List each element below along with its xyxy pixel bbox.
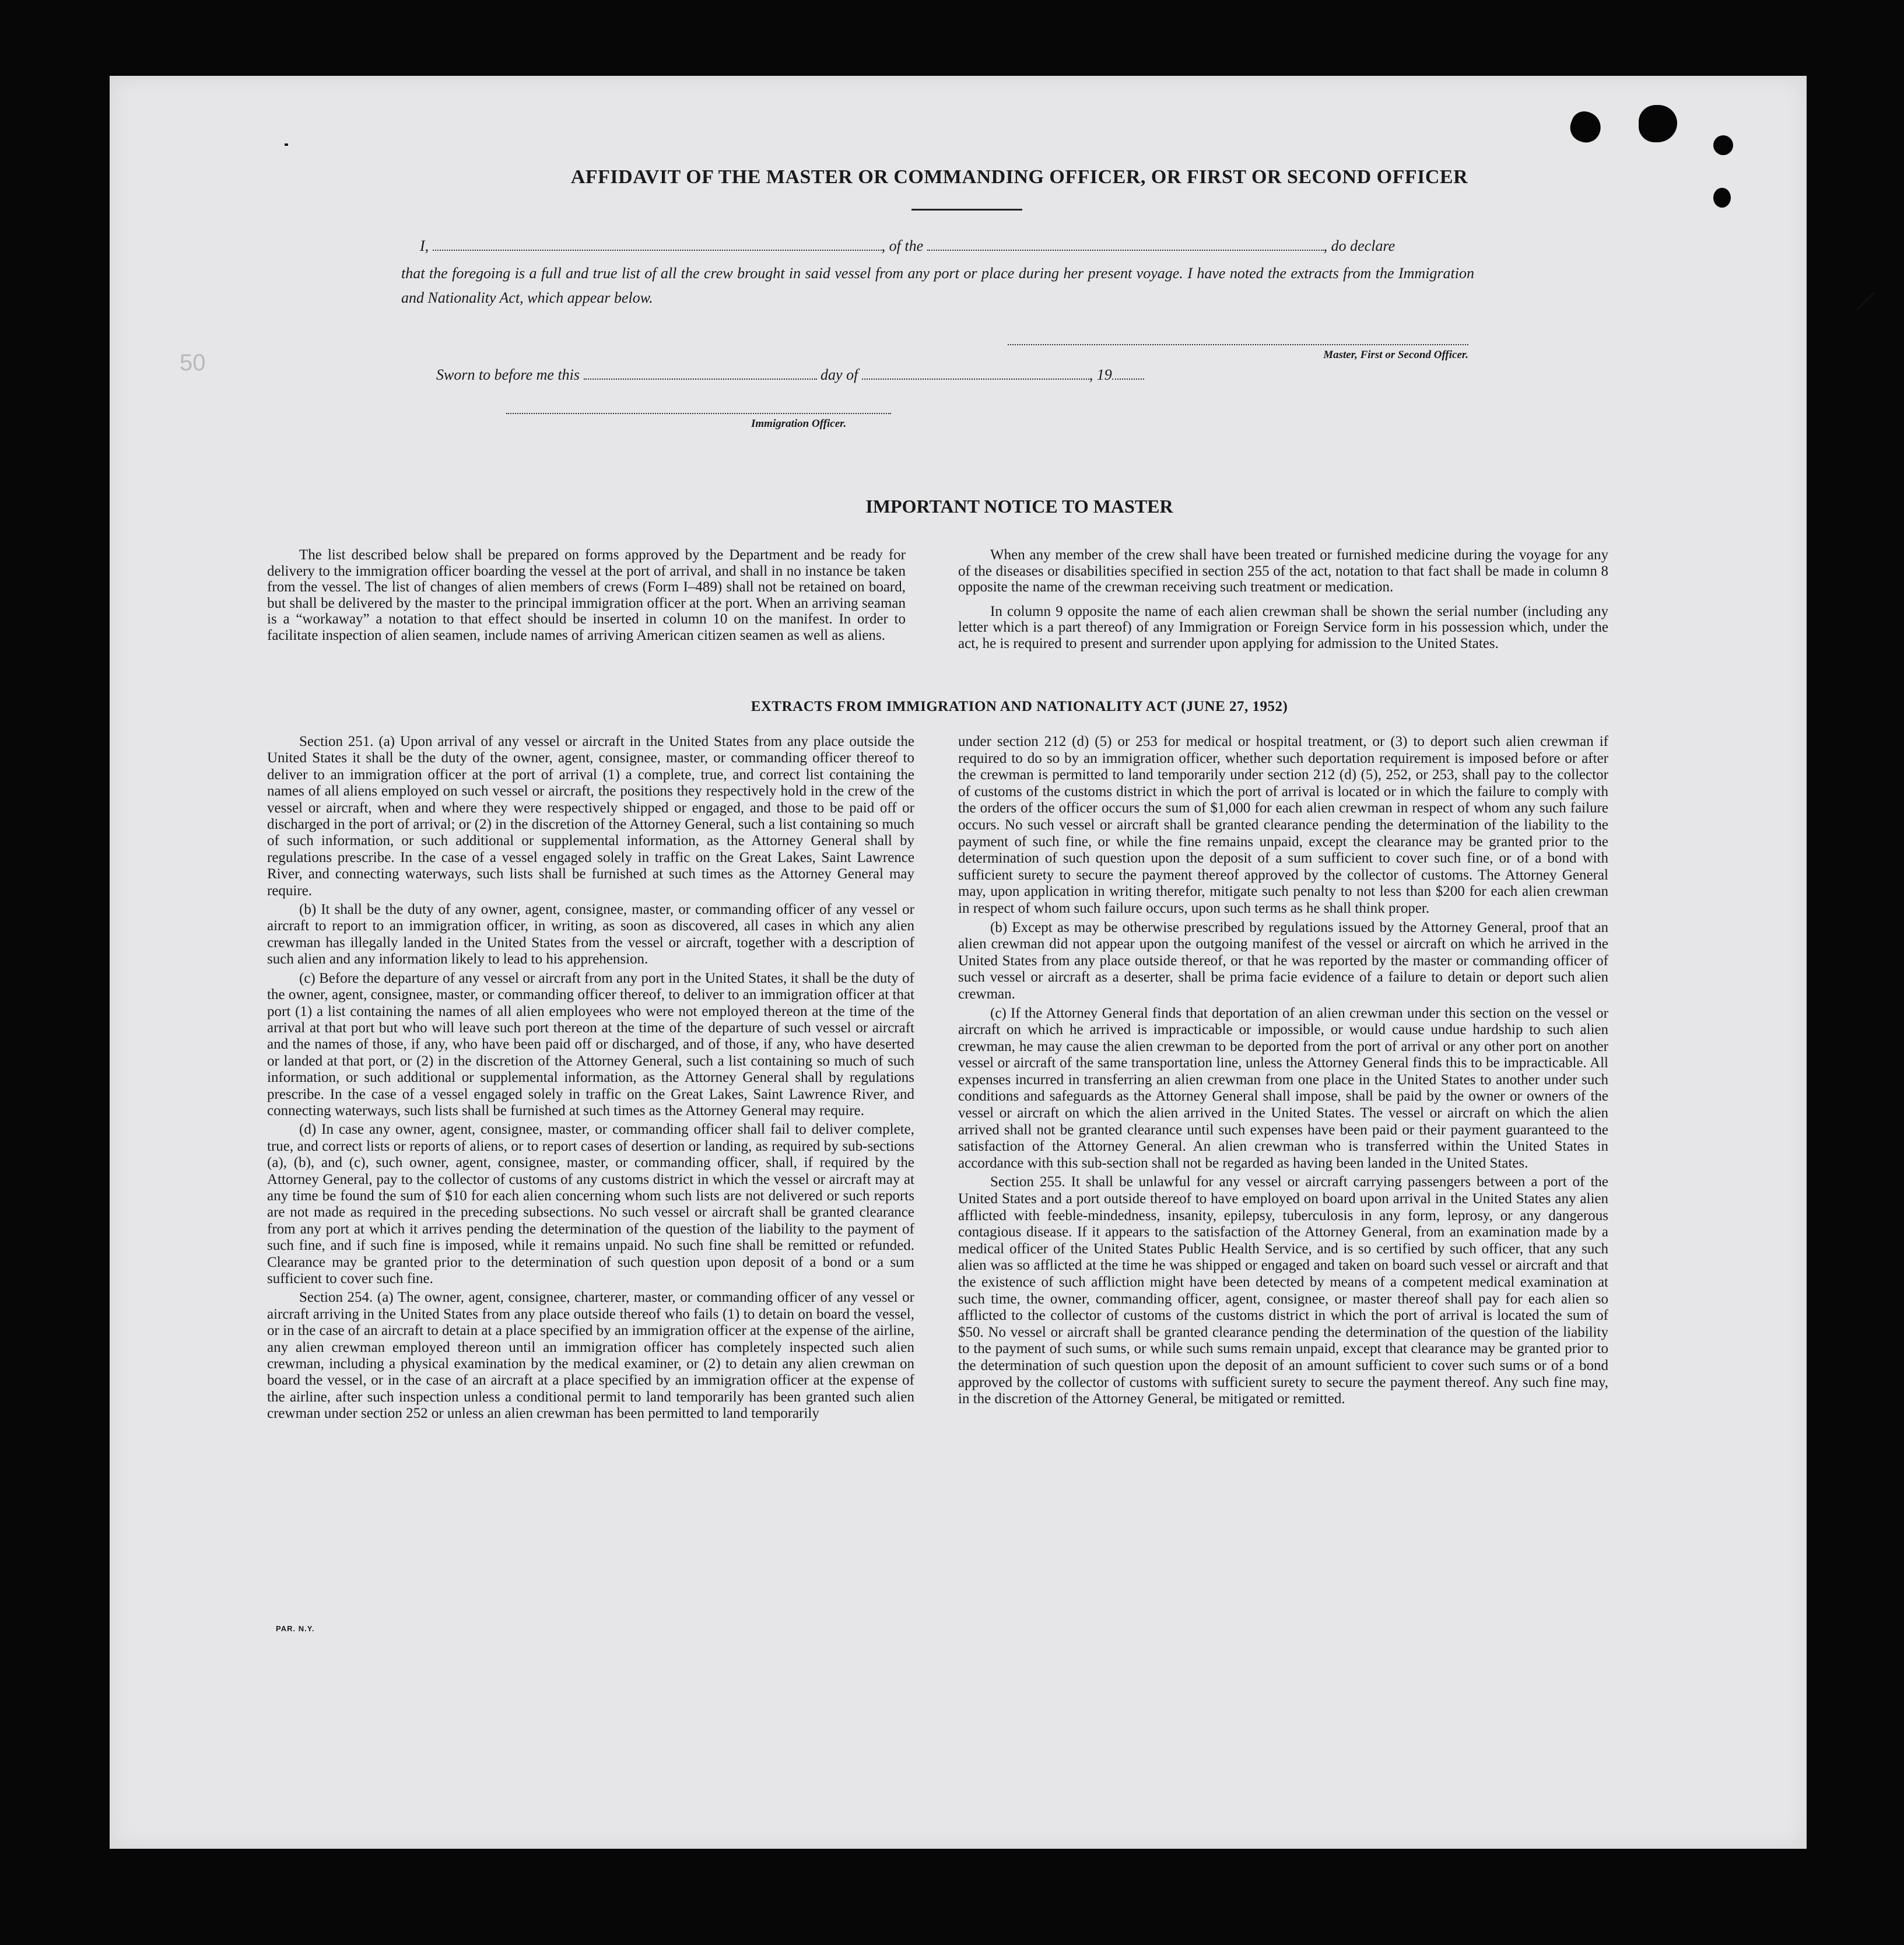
- master-signature-caption: Master, First or Second Officer.: [1323, 349, 1468, 361]
- day-of-label: day of: [820, 366, 858, 383]
- law-paragraph: (c) Before the departure of any vessel or aircraft from any port in the United States, it shall be the duty of the owner, agent, consignee, master, or commanding officer thereof, to deliver to an immigration officer at that port (1) a list containing the names of all alien employees who were not employed thereon at the time of the arrival at that port but who will leave such port thereon at the time of the departure of such vessel or aircraft and the names of those, if any, who have been paid off or discharged, and of those, if any, who have deserted or landed at that port, or (2) in the discretion of the Attorney General, such a list containing so much of such information, or such additional or supplemental information, as the Attorney General shall by regulations prescribe. In the case of a vessel engaged solely in traffic on the Great Lakes, Saint Lawrence River, and connecting waterways, such lists shall be furnished at such times as the Attorney General may require.: [267, 970, 914, 1119]
- punch-hole: [1566, 108, 1605, 147]
- law-paragraph: Section 251. (a) Upon arrival of any vessel or aircraft in the United States from any place outside the United States it shall be the duty of the owner, agent, consignee, master, or commanding officer thereof to deliver to an immigration officer at the port of arrival (1) a complete, true, and correct list containing the names of all aliens employed on such vessel or aircraft, the positions they respectively hold in the crew of the vessel or aircraft, when and where they were respectively shipped or engaged, and those to be paid off or discharged in the port of arrival; or (2) in the discretion of the Attorney General, such a list containing so much of such information, or such additional or supplemental information, as the Attorney General shall by regulations prescribe. In the case of a vessel engaged solely in traffic on the Great Lakes, Saint Lawrence River, and connecting waterways, such lists shall be furnished at such times as the Attorney General may require.: [267, 734, 914, 899]
- affidavit-title: AFFIDAVIT OF THE MASTER OR COMMANDING OFFICER, OR FIRST OR SECOND OFFICER: [570, 166, 1468, 188]
- notice-title: IMPORTANT NOTICE TO MASTER: [865, 496, 1173, 517]
- notice-left-column: [267, 547, 906, 647]
- extracts-title: EXTRACTS FROM IMMIGRATION AND NATIONALITY ACT (JUNE 27, 1952): [751, 699, 1288, 714]
- pen-mark: [1856, 292, 1875, 311]
- printer-mark: PAR. N.Y.: [276, 1624, 315, 1633]
- law-paragraph: Section 255. It shall be unlawful for any vessel or aircraft carrying passengers between a port of the United States and a port outside thereof to have employed on board upon arrival in the United States any alien afflicted with feeble-mindedness, insanity, epilepsy, tuberculosis in any form, leprosy, or any dangerous contagious disease. If it appears to the satisfaction of the Attorney General, from an examination made by a medical officer of the United States Public Health Service, and is so certified by such officer, that any such alien was so afflicted at the time he was shipped or engaged and taken on board such vessel or aircraft and that the existence of such affliction might have been detected by means of a competent medical examination at such time, the owner, commanding officer, agent, consignee, or master thereof shall pay for each alien so afflicted to the collector of customs of the customs district in which the port of arrival is located the sum of $50. No vessel or aircraft shall be granted clearance pending the determination of the question of the liability to the payment of such sums, or while such sums remain unpaid, except that clearance may be granted prior to the determination of such question upon the deposit of an amount sufficient to cover such sums or of a bond approved by the collector of customs with sufficient surety to secure the payment thereof. Any such fine may, in the discretion of the Attorney General, be mitigated or remitted.: [958, 1174, 1608, 1407]
- document-page: [110, 76, 1807, 1849]
- law-paragraph: (c) If the Attorney General finds that deportation of an alien crewman under this section on the vessel or aircraft on which he arrived is impracticable or impossible, or would cause undue hardship to such alien crewman, he may cause the alien crewman to be deported from the port of arrival or any other port on another vessel or aircraft of the same transportation line, unless the Attorney General finds this to be impracticable. All expenses incurred in transferring an alien crewman from one place in the United States to another under such conditions and safeguards as the Attorney General shall impose, shall be paid by the owner or owners of the vessel or aircraft on which the alien arrived in the United States. The vessel or aircraft on which the alien arrived shall not be granted clearance until such expenses have been paid or their payment guaranteed to the satisfaction of the Attorney General. An alien crewman who is transferred within the United States in accordance with this sub-section shall not be regarded as having been landed in the United States.: [958, 1005, 1608, 1171]
- declaration-line: [420, 237, 1395, 255]
- law-paragraph: (b) It shall be the duty of any owner, agent, consignee, master, or commanding officer of any vessel or aircraft to report to an immigration officer, in writing, as soon as discovered, all cases in which any alien crewman has illegally landed in the United States from the vessel or aircraft, together with a description of such alien and any information likely to lead to his apprehension.: [267, 902, 914, 968]
- sworn-month-blank: [862, 378, 1089, 380]
- notice-paragraph: When any member of the crew shall have been treated or furnished medicine during the voyage for any of the diseases or disabilities specified in section 255 of the act, notation to that fact shall be made in column 8 opposite the name of the crewman receiving such treatment or medication.: [958, 547, 1608, 595]
- extracts-right-column: [958, 734, 1608, 1410]
- notice-right-column: [958, 547, 1608, 660]
- sworn-line: [436, 366, 1144, 384]
- law-paragraph: (d) In case any owner, agent, consignee, master, or commanding officer shall fail to deliver complete, true, and correct lists or reports of aliens, or to report cases of desertion or landing, as required by sub-sections (a), (b), and (c), such owner, agent, consignee, master, or commanding officer, shall, if required by the Attorney General, pay to the collector of customs of any customs district in which the vessel or aircraft may at any time be found the sum of $10 for each alien concerning whom such lists are not delivered or such reports are not made as required in the preceding subsections. No such vessel or aircraft shall be granted clearance from any port at which it arrives pending the determination of the question of the liability to the payment of such fine, and if such fine is imposed, while it remains unpaid. No such fine shall be remitted or refunded. Clearance may be granted prior to the determination of such question upon deposit of a bond or a sum sufficient to cover such fine.: [267, 1122, 914, 1287]
- punch-hole: [1639, 105, 1677, 142]
- law-paragraph: Section 254. (a) The owner, agent, consignee, charterer, master, or commanding officer of any vessel or aircraft arriving in the United States from any place outside thereof who fails (1) to detain on board the vessel, or in the case of an aircraft to detain at a place specified by an immigration officer at the expense of the airline, any alien crewman employed thereon until an immigration officer has completely inspected such alien crewman, including a physical examination by the medical examiner, or (2) to detain any alien crewman on board the vessel, or in the case of an aircraft at a place specified by an immigration officer at the expense of the airline, after such inspection unless a conditional permit to land temporarily has been granted such alien crewman under section 252 or unless an alien crewman has been permitted to land temporarily: [267, 1289, 914, 1422]
- punch-hole: [1713, 188, 1731, 208]
- declare-i-label: I,: [420, 237, 429, 254]
- punch-hole: [1713, 135, 1733, 155]
- title-underline: [911, 209, 1022, 211]
- sworn-label: Sworn to before me this: [436, 366, 580, 383]
- immigration-officer-caption: Immigration Officer.: [751, 418, 847, 430]
- declaration-text: that the foregoing is a full and true list of all the crew brought in said vessel from any port or place during her present voyage. I have noted the extracts from the Immigration and Nationality Act, which appear below.: [401, 265, 1474, 306]
- of-the-label: , of the: [881, 237, 924, 254]
- law-paragraph: under section 212 (d) (5) or 253 for medical or hospital treatment, or (3) to deport such alien crewman if required to do so by an immigration officer, whether such deportation requirement is imposed before or after the crewman is permitted to land temporarily under section 212 (d) (5), 252, or 253, shall pay to the collector of customs of the customs district in which the port of arrival is located or in which the failure to comply with the orders of the officer occurs the sum of $1,000 for each alien crewman in respect of whom any such failure occurs. No such vessel or aircraft shall be granted clearance pending the determination of the liability to the payment of such fine, or while the fine remains unpaid, except the clearance may be granted prior to the determination of such question upon the deposit of a sum sufficient to cover such fine, or of a bond with sufficient surety to secure the payment thereof approved by the collector of customs. The Attorney General may, upon application in writing therefor, mitigate such penalty to not less than $200 for each alien crewman in respect of whom such failure occurs, upon such terms as he shall think proper.: [958, 734, 1608, 916]
- law-paragraph: (b) Except as may be otherwise prescribed by regulations issued by the Attorney General, proof that an alien crewman did not appear upon the outgoing manifest of the vessel or aircraft on which he arrived in the United States from any place outside thereof, or that he was reported by the master or commanding officer of such vessel or aircraft as a deserter, shall be prima facie evidence of a failure to detain or deport such alien crewman.: [958, 919, 1608, 1002]
- sworn-year-blank: [1112, 378, 1144, 380]
- do-declare-label: , do declare: [1323, 237, 1395, 254]
- name-blank: [433, 249, 882, 251]
- sworn-day-blank: [584, 378, 817, 380]
- vessel-blank: [927, 249, 1324, 251]
- extracts-left-column: [267, 734, 914, 1425]
- notice-paragraph: The list described below shall be prepared on forms approved by the Department and be ready for delivery to the immigration officer boarding the vessel at the port of arrival, and shall in no instance be taken from the vessel. The list of changes of alien members of crews (Form I–489) shall not be retained on board, but shall be delivered by the master to the principal immigration officer at the port. When an arriving seaman is a “workaway” a notation to that effect should be inserted in column 10 on the manifest. In order to facilitate inspection of alien seamen, include names of arriving American citizen seamen as well as aliens.: [267, 547, 906, 643]
- immigration-officer-line: [506, 413, 891, 414]
- master-signature-line: [1008, 344, 1468, 345]
- notice-paragraph: In column 9 opposite the name of each alien crewman shall be shown the serial number (including any letter which is a part thereof) of any Immigration or Foreign Service form in his possession which, under the act, he is required to present and surrender upon applying for admission to the United States.: [958, 603, 1608, 651]
- faint-margin-mark: 50: [180, 350, 206, 376]
- dot-mark: [285, 143, 288, 146]
- year-label: , 19: [1089, 366, 1112, 383]
